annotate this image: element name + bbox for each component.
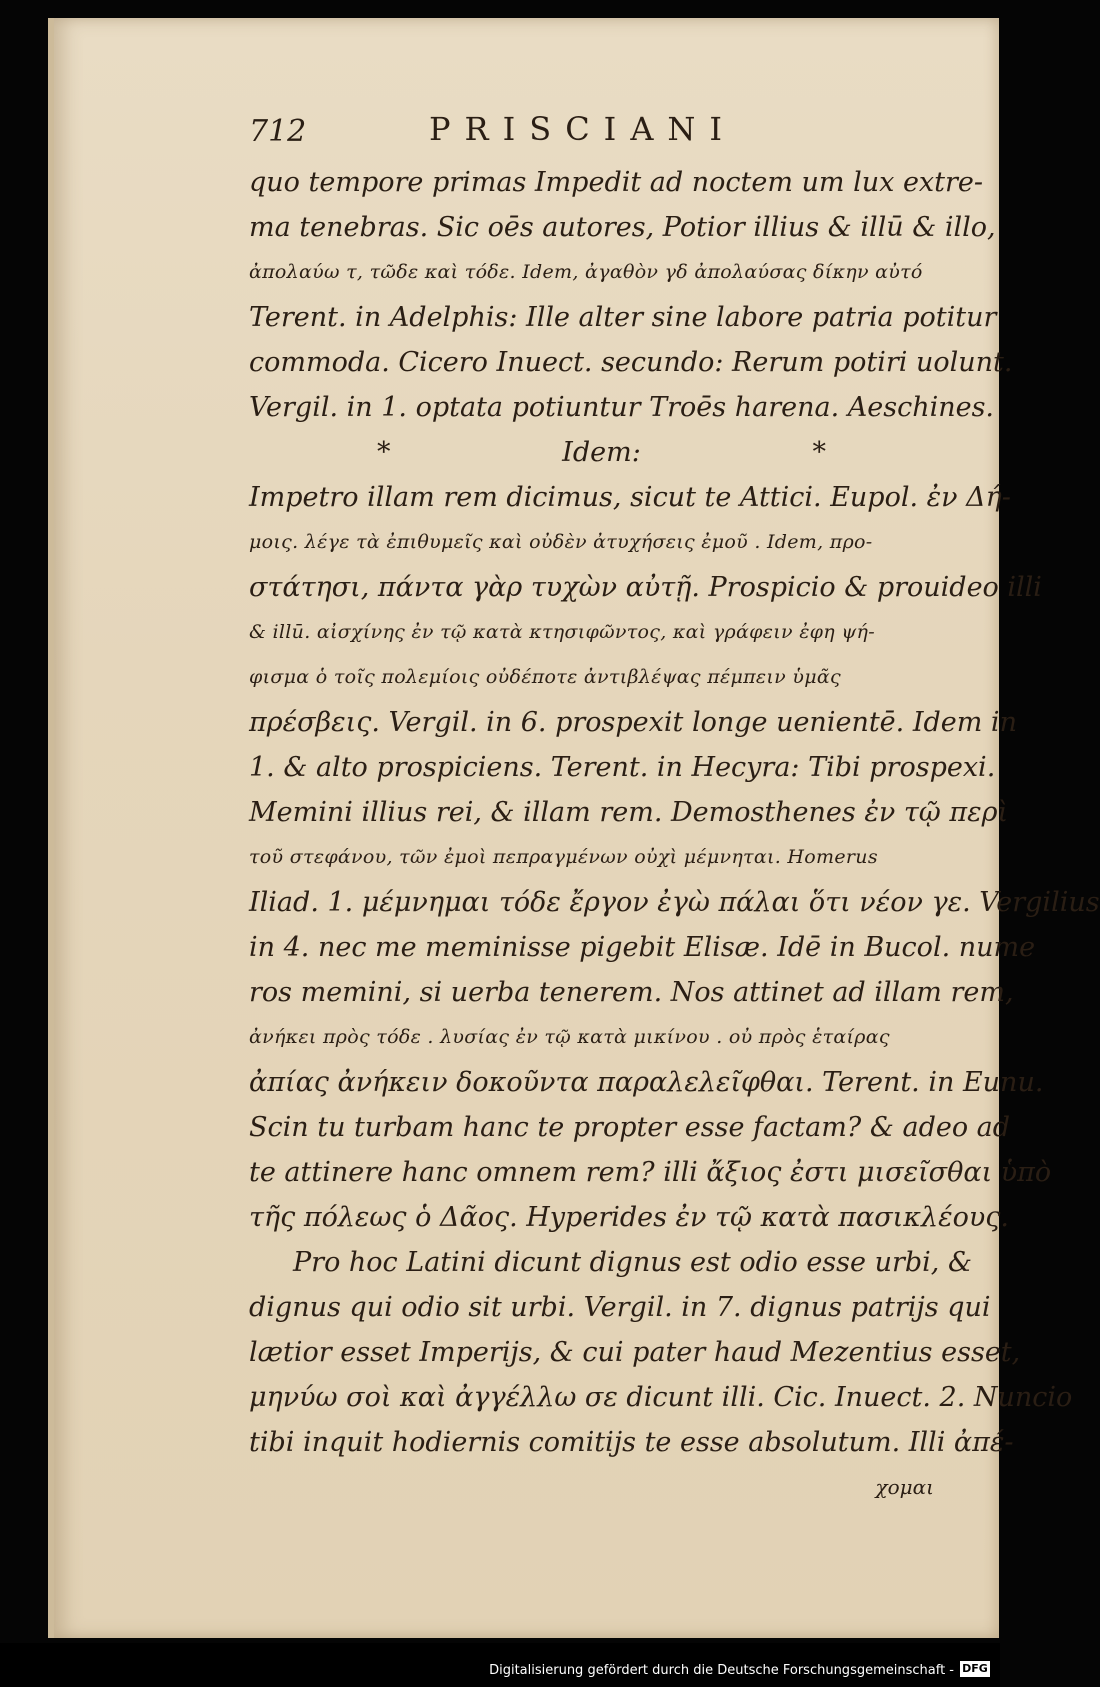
- text-line: dignus qui odio sit urbi. Vergil. in 7. dignus patrijs qui: [249, 1292, 991, 1323]
- text-line: ἀπολαύω τ, τῶδε καὶ τόδε. Idem, ἀγαθὸν γδ ἀπολαύσας δίκην αὐτό: [249, 261, 923, 283]
- text-line: μοις. λέγε τὰ ἐπιθυμεῖς καὶ οὐδὲν ἀτυχήσεις ἐμοῦ . Idem, προ-: [249, 531, 873, 553]
- text-line: Iliad. 1. μέμνημαι τόδε ἔργον ἐγὼ πάλαι ὅτι νέον γε. Vergilius: [249, 887, 1100, 918]
- text-line: lætior esset Imperijs, & cui pater haud Mezentius esset,: [249, 1337, 1021, 1368]
- text-line: τοῦ στεφάνου, τῶν ἐμοὶ πεπραγμένων οὐχὶ μέμνηται. Homerus: [249, 846, 878, 868]
- running-title: PRISCIANI: [429, 110, 737, 148]
- text-line: στάτησι, πάντα γὰρ τυχὼν αὐτῇ. Prospicio & prouideo illi: [249, 572, 1042, 603]
- dfg-logo: DFG: [960, 1661, 990, 1677]
- text-line: commoda. Cicero Inuect. secundo: Rerum potiri uolunt.: [249, 347, 1013, 378]
- catchword: χομαι: [875, 1475, 934, 1499]
- text-line: φισμα ὁ τοῖς πολεμίοις οὐδέποτε ἀντιβλέψας πέμπειν ὑμᾶς: [249, 666, 841, 688]
- text-line: μηνύω σοὶ καὶ ἀγγέλλω σε dicunt illi. Cic. Inuect. 2. Nuncio: [249, 1382, 1073, 1413]
- text-line: & illū. αἰσχίνης ἐν τῷ κατὰ κτησιφῶντος, καὶ γράφειν ἐφη ψή-: [249, 621, 875, 643]
- text-line: Vergil. in 1. optata potiuntur Troēs harena. Aeschines.: [249, 392, 995, 423]
- text-line: in 4. nec me meminisse pigebit Elisæ. Idē in Bucol. nume: [249, 932, 1036, 963]
- page-text: [249, 160, 1100, 1510]
- text-line: τῆς πόλεως ὁ Δᾶος. Hyperides ἐν τῷ κατὰ πασικλέους.: [249, 1202, 1009, 1233]
- page-header: [249, 110, 969, 160]
- text-line: πρέσβεις. Vergil. in 6. prospexit longe uenientē. Idem in: [249, 707, 1017, 738]
- text-line: Terent. in Adelphis: Ille alter sine labore patria potitur: [249, 302, 997, 333]
- text-line: tibi inquit hodiernis comitijs te esse absolutum. Illi ἀπέ-: [249, 1427, 1014, 1458]
- text-line: 1. & alto prospiciens. Terent. in Hecyra: Tibi prospexi.: [249, 752, 996, 783]
- book-page: [48, 18, 1100, 1638]
- text-line: Impetro illam rem dicimus, sicut te Attici. Eupol. ἐν Δή-: [249, 482, 1011, 513]
- text-line: ma tenebras. Sic oēs autores, Potior illius & illū & illo,: [249, 212, 996, 243]
- text-line: quo tempore primas Impedit ad noctem um lux extre-: [249, 167, 984, 198]
- text-line: Pro hoc Latini dicunt dignus est odio esse urbi, &: [293, 1247, 972, 1278]
- text-line: ἀπίας ἀνήκειν δοκοῦντα παραλελεῖφθαι. Terent. in Eunu.: [249, 1067, 1044, 1098]
- text-line: Memini illius rei, & illam rem. Demosthenes ἐν τῷ περὶ: [249, 797, 1009, 828]
- text-line: ἀνήκει πρὸς τόδε . λυσίας ἐν τῷ κατὰ μικίνου . οὐ πρὸς ἑταίρας: [249, 1026, 890, 1048]
- text-line: ros memini, si uerba tenerem. Nos attinet ad illam rem,: [249, 977, 1014, 1008]
- digitization-footer: [0, 1643, 1000, 1687]
- section-heading: * Idem: *: [377, 437, 826, 468]
- page-number: 712: [249, 114, 307, 149]
- text-line: Scin tu turbam hanc te propter esse factam? & adeo ad: [249, 1112, 1011, 1143]
- footer-credit: Digitalisierung gefördert durch die Deutsche Forschungsgemeinschaft -: [489, 1663, 954, 1678]
- text-line: te attinere hanc omnem rem? illi ἄξιος ἐστι μισεῖσθαι ὑπὸ: [249, 1157, 1052, 1188]
